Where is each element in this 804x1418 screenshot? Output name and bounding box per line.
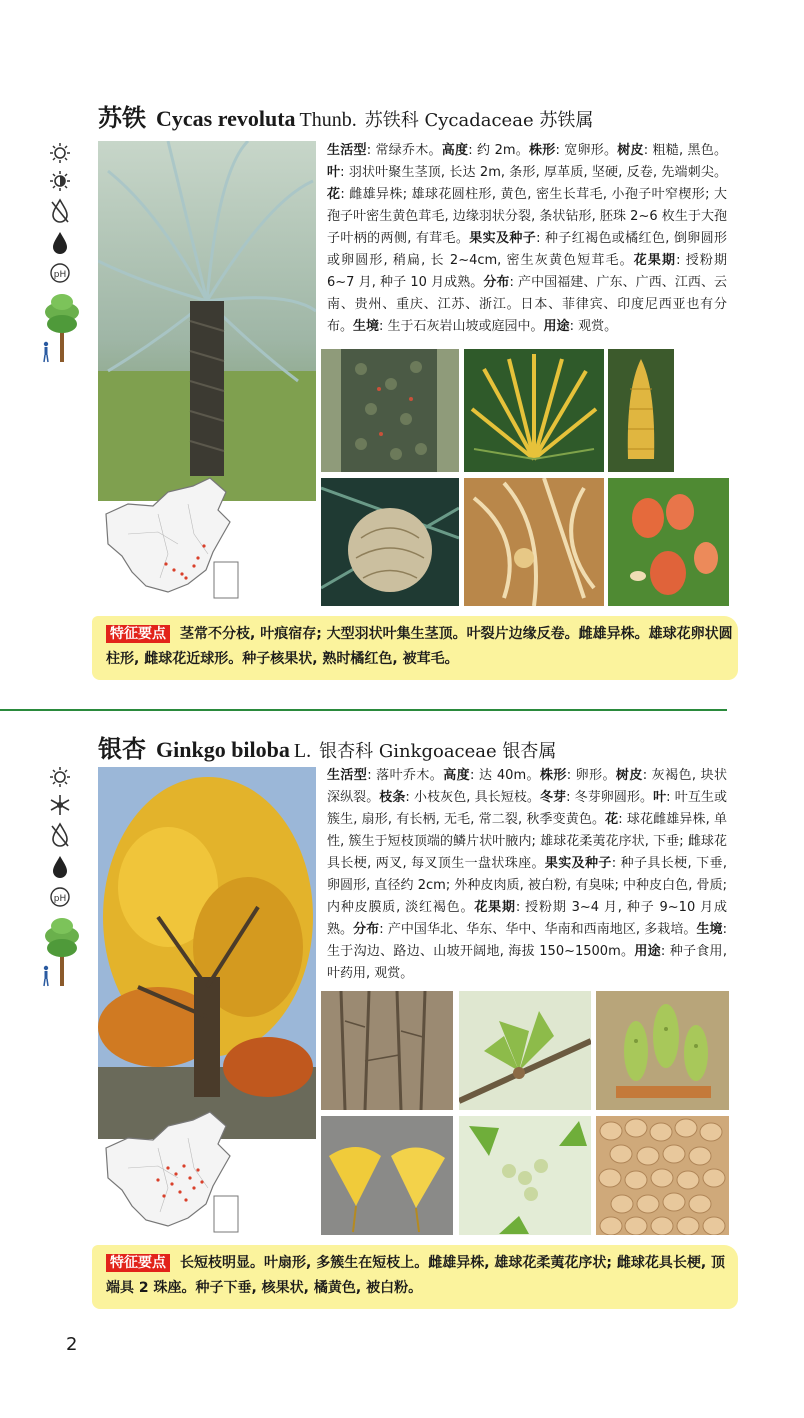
ph-icon (49, 262, 71, 284)
key-features-tag: 特征要点 (106, 625, 170, 643)
main-photo (98, 767, 316, 1139)
species-title (98, 98, 593, 133)
section-divider (0, 709, 727, 711)
partial-shade-icon (49, 170, 71, 192)
moisture-icon (49, 230, 71, 256)
species-title (98, 729, 556, 764)
drought-icon (49, 198, 71, 224)
key-features-text: 长短枝明显。叶扇形, 多簇生在短枝上。雌雄异株, 雄球花柔荑花序状; 雌球花具长梗, 顶端具 2 珠座。种子下垂, 核果状, 橘黄色, 被白粉。 (106, 1255, 726, 1296)
species-latin-name: Cycas revoluta (156, 106, 296, 131)
species-family: 苏铁科 Cycadaceae 苏铁属 (364, 110, 594, 131)
species-author: L. (293, 740, 312, 762)
leaf-crown-photo (464, 349, 604, 472)
distribution-map (98, 474, 248, 602)
male-cone-photo (608, 349, 674, 472)
tree-height-icon (40, 290, 80, 364)
species-description: 生活型: 常绿乔木。高度: 约 2m。株形: 宽卵形。树皮: 粗糙, 黑色。叶: 羽状叶聚生茎顶, 长达 2m, 条形, 厚革质, 坚硬, 反卷, 先端刺尖。花: 雌雄异株; 雄球花圆柱形, 黄色, 密生长茸毛, 小孢子叶窄楔形; 大孢子叶密生黄色茸毛, 边缘羽状分裂, 条状钻形, 胚珠 2~6 枚生于大孢子叶柄的两侧, 有茸毛。果实及种子: 种子红褐色或橘红色, 倒卵圆形或卵圆形, 稍扁, 长 2~4cm, 密生灰黄色短茸毛。花果期: 授粉期 6~7 月, 种子 10 月成熟。分布: 产中国福建、广东、广西、江西、云南、贵州、重庆、江苏、浙江。日本、菲律宾、印度尼西亚也有分布。生境: 生于石灰岩山坡或庭园中。用途: 观赏。 (327, 143, 728, 334)
short-shoot-photo (459, 991, 591, 1110)
species-cn-name: 苏铁 (98, 103, 146, 132)
female-cone-photo (321, 478, 459, 606)
megasporophyll-photo (464, 478, 604, 606)
page-number: 2 (66, 1334, 78, 1355)
svg-text:pH: pH (53, 270, 67, 280)
habitat-icons (40, 142, 80, 370)
key-features-tag: 特征要点 (106, 1254, 170, 1272)
key-features (98, 1247, 746, 1305)
cold-hardy-icon (49, 794, 71, 816)
species-author: Thunb. (299, 109, 357, 131)
species-family: 银杏科 Ginkgoaceae 银杏属 (319, 741, 557, 762)
green-seeds-photo (459, 1116, 591, 1235)
ph-icon (49, 886, 71, 908)
moisture-icon (49, 854, 71, 880)
svg-text:pH: pH (53, 894, 67, 904)
species-latin-name: Ginkgo biloba (156, 737, 290, 762)
sun-icon (49, 142, 71, 164)
distribution-map (98, 1108, 248, 1236)
yellow-leaves-photo (321, 1116, 453, 1235)
habitat-icons (40, 766, 80, 994)
male-strobili-photo (596, 991, 729, 1110)
bark-photo (321, 349, 459, 472)
ginkgo-nuts-photo (596, 1116, 729, 1235)
tree-height-icon (40, 914, 80, 988)
key-features-text: 茎常不分枝, 叶痕宿存; 大型羽状叶集生茎顶。叶裂片边缘反卷。雌雄异株。雄球花卵状圆柱形, 雌球花近球形。种子核果状, 熟时橘红色, 被茸毛。 (106, 626, 733, 667)
bark-photo (321, 991, 453, 1110)
drought-icon (49, 822, 71, 848)
key-features (98, 618, 746, 676)
sun-icon (49, 766, 71, 788)
species-description: 生活型: 落叶乔木。高度: 达 40m。株形: 卵形。树皮: 灰褐色, 块状深纵裂。枝条: 小枝灰色, 具长短枝。冬芽: 冬芽卵圆形。叶: 叶互生或簇生, 扇形, 有长柄, 无毛, 常二裂, 秋季变黄色。花: 球花雌雄异株, 单性, 簇生于短枝顶端的鳞片状叶腋内; 雄球花柔荑花序状, 下垂; 雌球花具长梗, 两叉, 每叉顶生一盘状珠座。果实及种子: 种子具长梗, 下垂, 卵圆形, 直径约 2cm; 外种皮肉质, 被白粉, 有臭味; 中种皮白色, 骨质; 内种皮膜质, 淡红褐色。花果期: 授粉期 3~4 月, 种子 9~10 月成熟。分布: 产中国华北、华东、华中、华南和西南地区, 多栽培。生境: 生于沟边、路边、山坡开阔地, 海拔 150~1500m。用途: 种子食用, 叶药用, 观赏。 (327, 768, 727, 981)
main-photo (98, 141, 316, 501)
seeds-photo (608, 478, 729, 606)
species-cn-name: 银杏 (98, 734, 146, 763)
